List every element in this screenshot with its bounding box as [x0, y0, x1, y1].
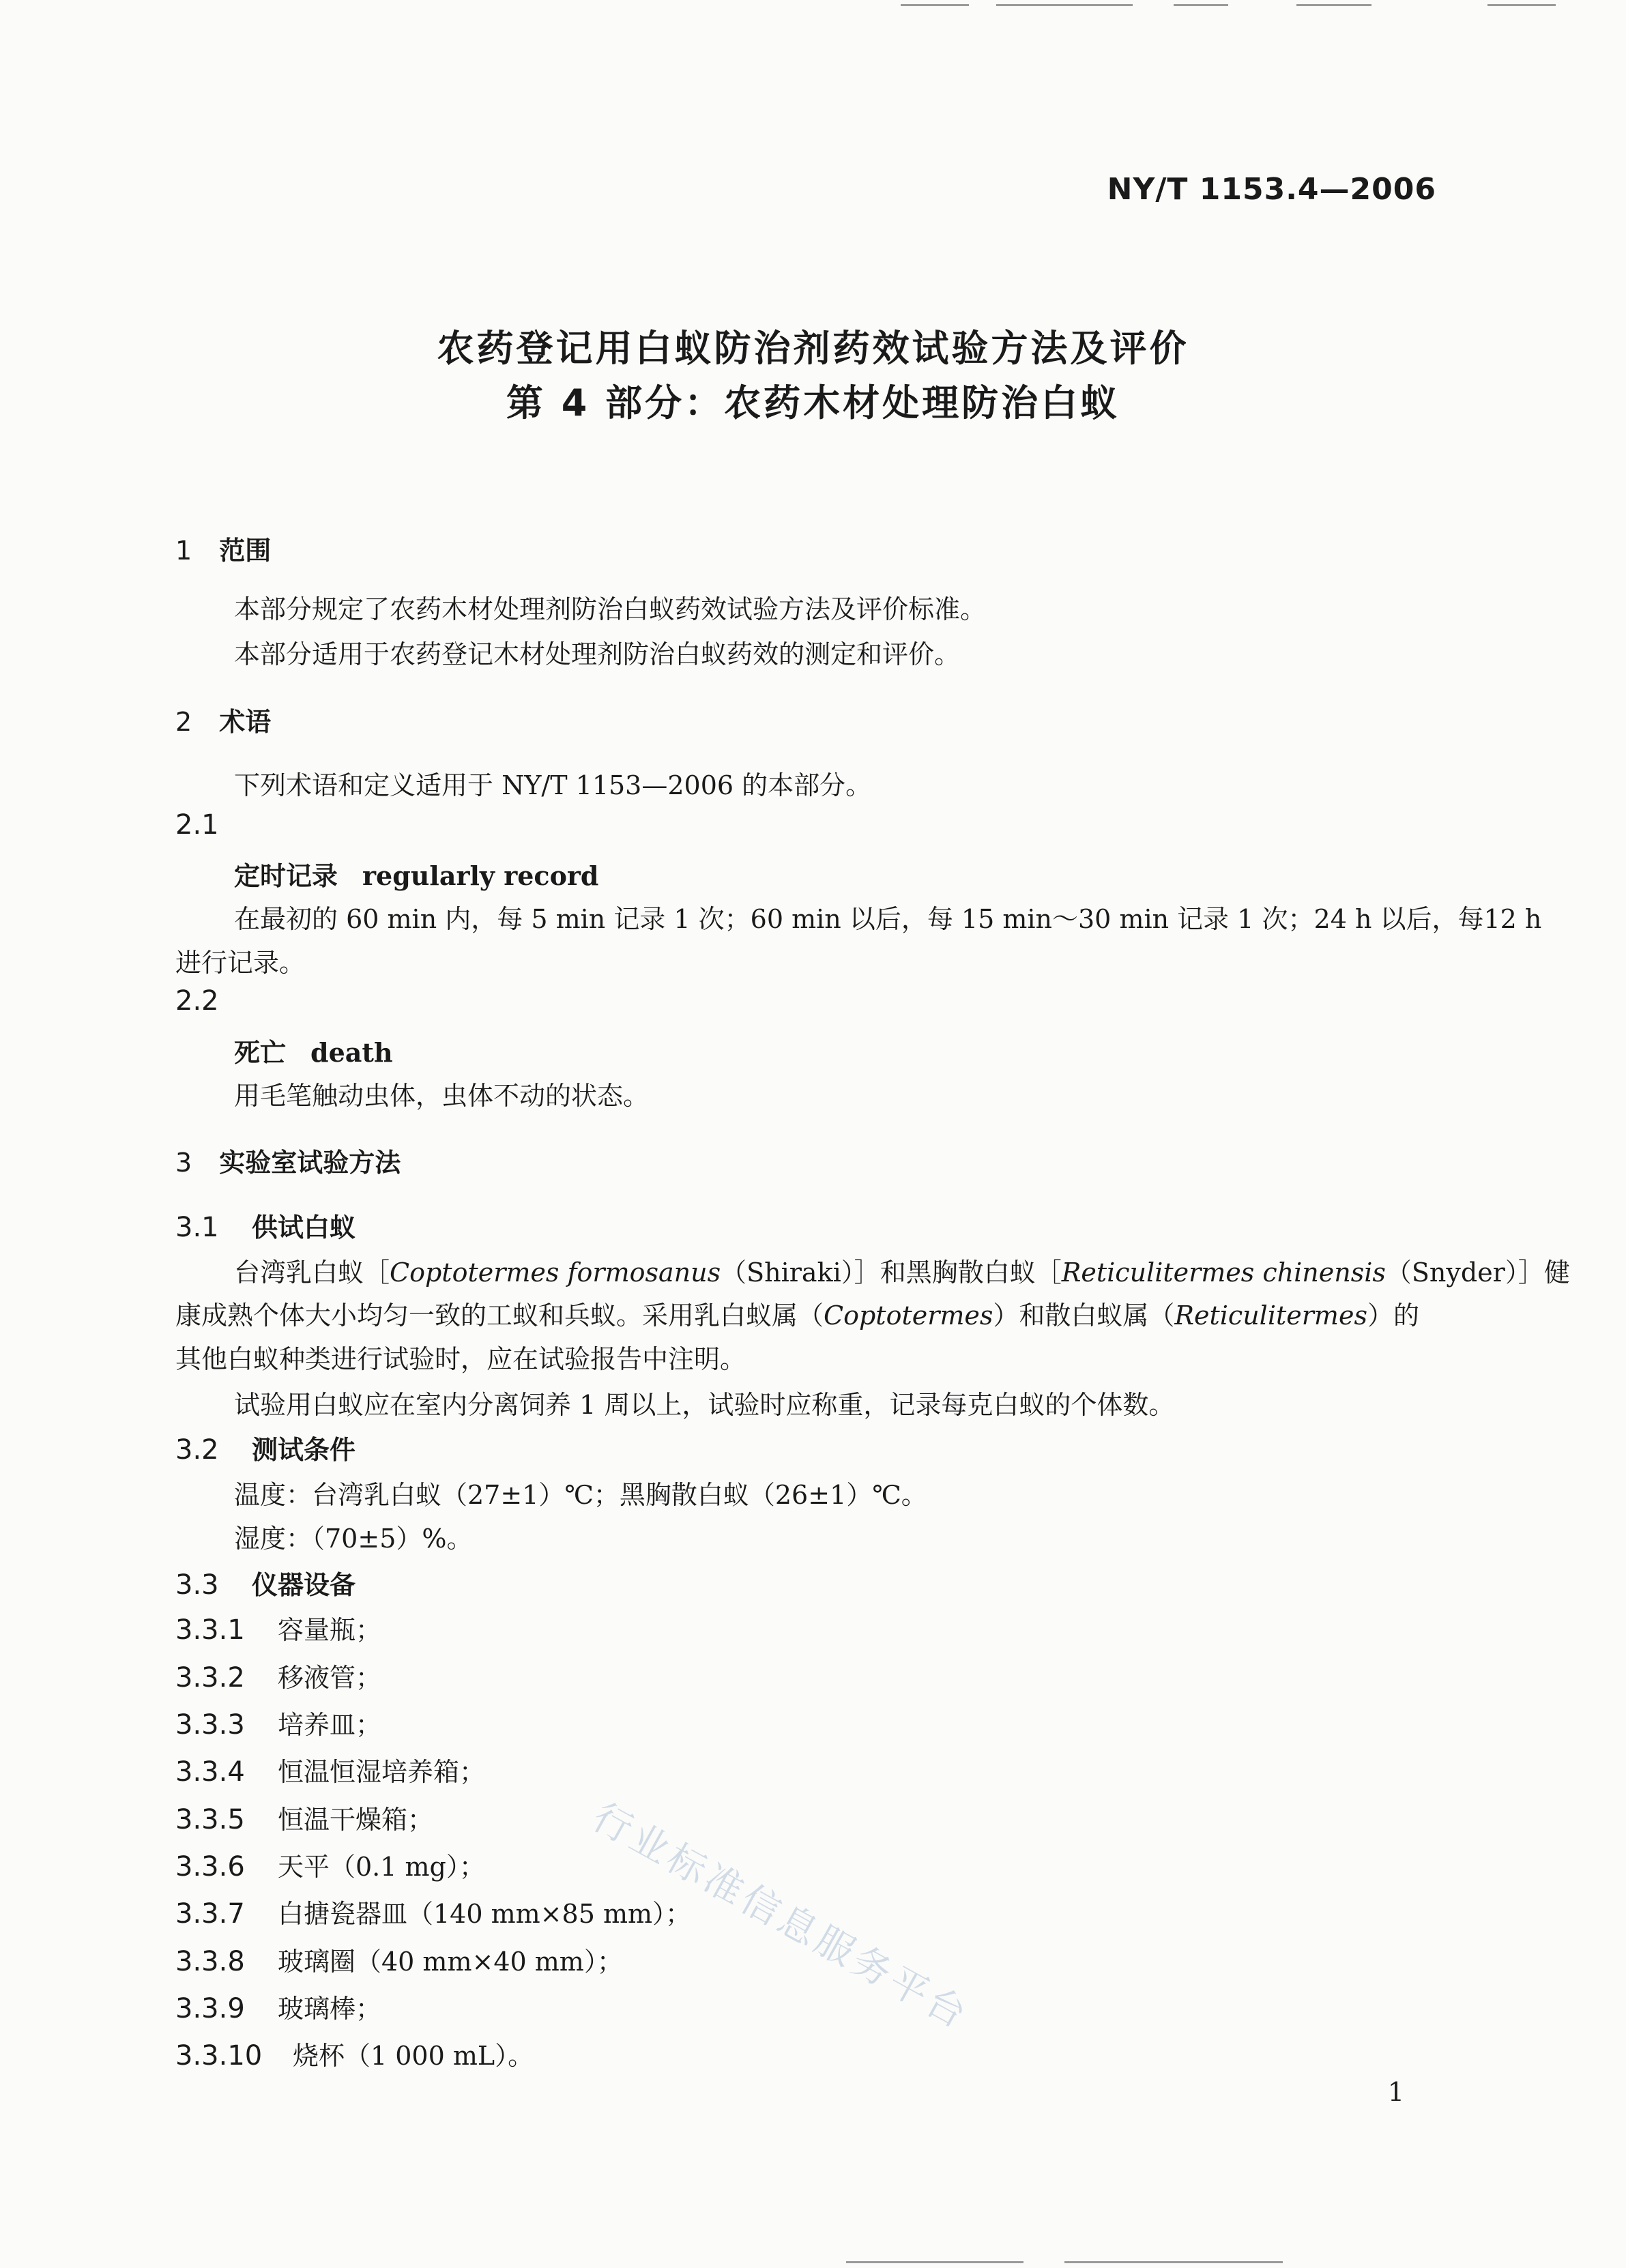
term-2-1-number: 2.1 — [175, 809, 219, 841]
equipment-item: 3.3.4 恒温恒湿培养箱； — [175, 1756, 486, 1788]
term-2-2-definition: 用毛笔触动虫体，虫体不动的状态。 — [234, 1081, 650, 1111]
page-number: 1 — [1387, 2077, 1404, 2107]
equipment-item: 3.3.10 烧杯（1 000 mL）。 — [175, 2040, 534, 2071]
top-scan-mark — [1174, 4, 1228, 6]
test-temperature: 温度：台湾乳白蚁（27±1）℃；黑胸散白蚁（26±1）℃。 — [234, 1480, 927, 1510]
term-2-1-definition: 在最初的 60 min 内，每 5 min 记录 1 次；60 min 以后，每 15 min～30 min 记录 1 次；24 h 以后，每12 h — [234, 904, 1542, 934]
equipment-item: 3.3.9 玻璃棒； — [175, 1993, 382, 2024]
equipment-item: 3.3.3 培养皿； — [175, 1709, 382, 1741]
equipment-item: 3.3.6 天平（0.1 mg）； — [175, 1851, 485, 1882]
term-2-1-name: 定时记录 regularly record — [234, 860, 599, 891]
equipment-item: 3.3.5 恒温干燥箱； — [175, 1804, 434, 1835]
term-2-2-number: 2.2 — [175, 985, 219, 1017]
section-2-paragraph: 下列术语和定义适用于 NY/T 1153—2006 的本部分。 — [234, 770, 872, 800]
section-1-paragraph: 本部分规定了农药木材处理剂防治白蚁药效试验方法及评价标准。 — [234, 594, 987, 624]
term-2-1-definition: 进行记录。 — [175, 948, 306, 978]
subsection-3-1-text: 试验用白蚁应在室内分离饲养 1 周以上，试验时应称重，记录每克白蚁的个体数。 — [234, 1390, 1175, 1420]
test-humidity: 湿度：（70±5）%。 — [234, 1524, 473, 1554]
section-1-heading: 1 范围 — [175, 536, 272, 566]
top-scan-mark — [996, 4, 1133, 6]
section-3-heading: 3 实验室试验方法 — [175, 1148, 401, 1178]
section-2-heading: 2 术语 — [175, 707, 272, 737]
bottom-scan-mark — [846, 2261, 1023, 2263]
section-1-paragraph: 本部分适用于农药登记木材处理剂防治白蚁药效的测定和评价。 — [234, 639, 961, 669]
subsection-3-2-heading: 3.2 测试条件 — [175, 1434, 356, 1466]
equipment-item: 3.3.8 玻璃圈（40 mm×40 mm）； — [175, 1946, 623, 1977]
top-scan-mark — [1487, 4, 1556, 6]
equipment-item: 3.3.7 白搪瓷器皿（140 mm×85 mm）； — [175, 1898, 692, 1930]
document-title-line2: 第 4 部分：农药木材处理防治白蚁 — [506, 381, 1120, 424]
bottom-scan-mark — [1064, 2261, 1283, 2263]
standard-code: NY/T 1153.4—2006 — [1107, 172, 1436, 207]
subsection-3-1-text: 台湾乳白蚁［Coptotermes formosanus（Shiraki）］和黑胸散白蚁［Reticulitermes chinensis（Snyder）］健 — [234, 1257, 1570, 1288]
top-scan-mark — [1296, 4, 1371, 6]
subsection-3-1-text: 其他白蚁种类进行试验时，应在试验报告中注明。 — [175, 1344, 746, 1374]
top-scan-mark — [901, 4, 969, 6]
term-2-2-name: 死亡 death — [234, 1037, 393, 1068]
equipment-item: 3.3.1 容量瓶； — [175, 1614, 382, 1646]
document-title-line1: 农药登记用白蚁防治剂药效试验方法及评价 — [437, 327, 1189, 370]
equipment-item: 3.3.2 移液管； — [175, 1662, 382, 1693]
watermark-text: 行业标准信息服务平台 — [585, 1794, 977, 2039]
subsection-3-1-heading: 3.1 供试白蚁 — [175, 1212, 356, 1243]
subsection-3-1-text: 康成熟个体大小均匀一致的工蚁和兵蚁。采用乳白蚁属（Coptotermes）和散白蚁属（Reticulitermes）的 — [175, 1300, 1419, 1331]
subsection-3-3-heading: 3.3 仪器设备 — [175, 1569, 356, 1601]
